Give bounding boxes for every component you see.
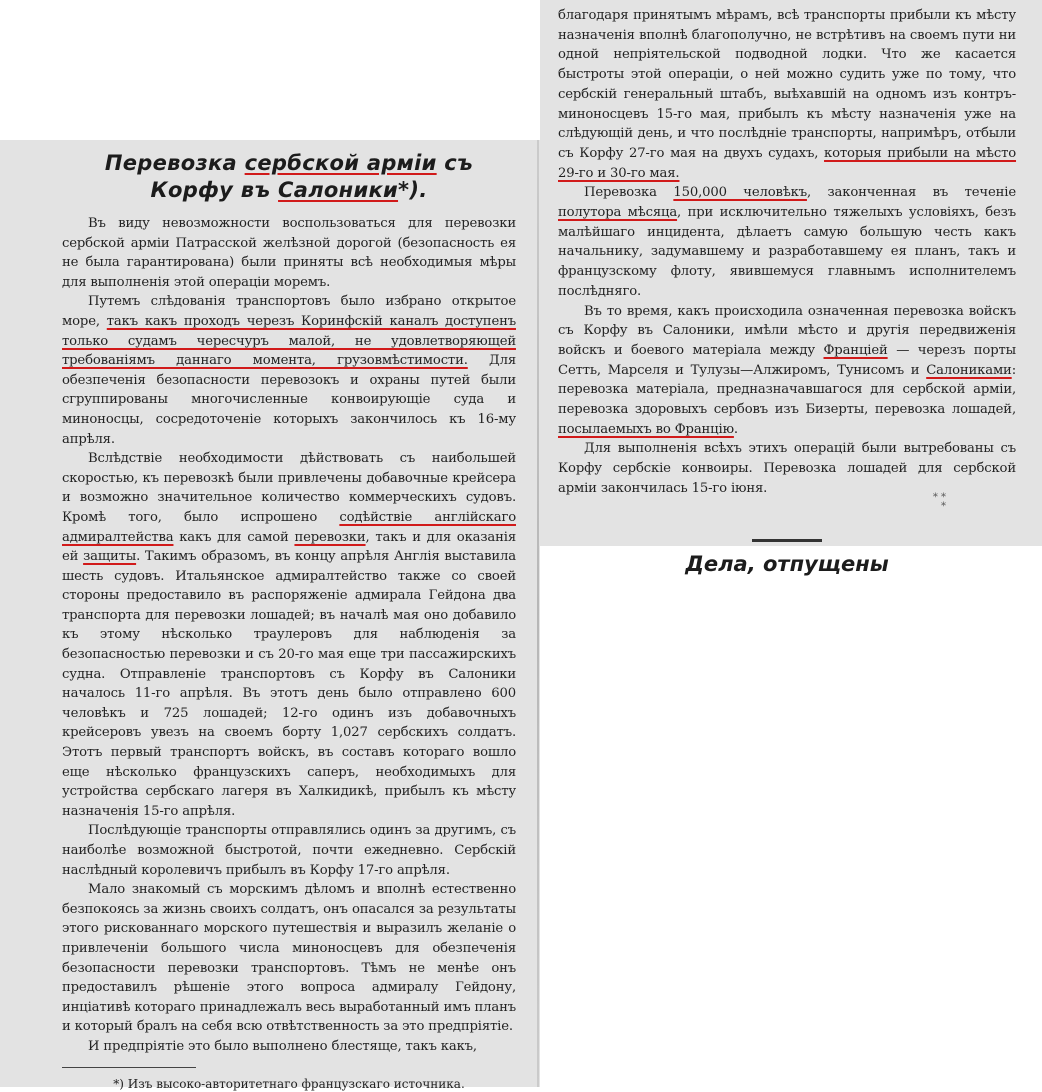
title-text-end: *). [398, 178, 428, 202]
underlined-150000-men: 150,000 человѣкъ [673, 185, 807, 201]
underlined-salonika: Салониками [926, 362, 1012, 378]
text-run: — черезъ порты Сетть, Марселя и Тулузы—Алжиромъ, Тунисомъ и [558, 342, 1017, 378]
left-paragraph-2 [62, 292, 516, 449]
article-title [62, 150, 516, 204]
underlined-transport: перевозки [294, 529, 366, 545]
section-separator [752, 539, 822, 542]
left-paragraph-3 [62, 449, 516, 821]
next-article-title-cut: Дела, отпущены [685, 551, 889, 576]
footnote-divider [62, 1067, 196, 1068]
text-run: Путемъ слѣдованія транспортовъ было избрано открытое море, [62, 294, 516, 329]
stars-ornament: * * * [932, 491, 946, 512]
text-run: . [733, 421, 738, 437]
column-divider [537, 140, 539, 1087]
left-paragraph-1: Въ виду невозможности воспользоваться для перевозки сербской арміи Патрасской желѣзной дорогой (безопасность ея не была гарантирована) были приняты всѣ необходимыя мѣры для выполненія этой операціи моремъ. [62, 216, 516, 290]
right-paragraph-1 [558, 6, 1016, 183]
underlined-france: Франціей [823, 342, 888, 358]
text-run: Вслѣдствіе необходимости дѣйствовать съ наибольшей скоростью, къ перевозкѣ были привлечены добавочные крейсера и возможно значительное количество коммерческихъ судовъ. Кромѣ того, было испрошено [62, 451, 516, 525]
title-text-mid: съ Корфу въ [150, 151, 474, 202]
text-run: какъ для самой [173, 529, 295, 545]
underlined-sent-to-france: посылаемыхъ во Францію [558, 421, 734, 437]
right-paragraph-4: Для выполненія всѣхъ этихъ операцій были вытребованы съ Корфу сербскіе конвоиры. Перевозка лошадей для сербской арміи закончилась 15-го іюня. [558, 441, 1016, 496]
underlined-month-and-half: полутора мѣсяца [558, 205, 678, 221]
title-text: Перевозка [104, 151, 245, 175]
text-run: , такъ и для оказанія ей [62, 529, 516, 565]
right-paragraph-3 [558, 302, 1016, 440]
text-run: : перевозка матеріала, предназначавшагося для сербской арміи, перевозка здоровыхъ сербовъ изъ Бизерты, перевозка лошадей, [558, 362, 1016, 418]
title-underlined-salonika: Салоники [278, 178, 399, 202]
left-paragraph-6: И предпріятіе это было выполнено блестяще, такъ какъ, [88, 1038, 477, 1054]
right-column-scan [540, 0, 1042, 576]
left-paragraph-4: Послѣдующіе транспорты отправлялись одинъ за другимъ, съ наиболѣе возможной быстротой, почти ежедневно. Сербскій наслѣдный королевичъ прибылъ въ Корфу 17-го апрѣля. [62, 823, 516, 878]
left-column-scan [0, 140, 540, 1091]
text-run: благодаря принятымъ мѣрамъ, всѣ транспорты прибыли къ мѣсту назначенія вполнѣ благополучно, не встрѣтивъ на своемъ пути ни одной непріятельской подводной лодки. Что же касается быстроты этой операціи, о ней можно судить уже по тому, что сербскій генеральный штабъ, выѣхавшій на одномъ изъ контръ-миноносцевъ 15-го мая, прибылъ къ мѣсту назначенія уже на слѣдующій день, и что послѣдніе транспорты, напримѣръ, отбыли съ Корфу 27-го мая на двухъ судахъ, [558, 8, 1016, 161]
text-run: Для обезпеченія безопасности перевозокъ и охраны путей были сгруппированы многочисленные конвоирующіе суда и миноносцы, сосредоточеніе которыхъ закончилось къ 16-му апрѣля. [62, 353, 516, 447]
text-run: . Такимъ образомъ, въ концу апрѣля Англія выставила шесть судовъ. Итальянское адмиралтейство также со своей стороны предоставило въ распоряженіе адмирала Гейдона два транспорта для перевозки лошадей; въ началѣ мая оно добавило къ этому нѣсколько траулеровъ для наблюденія за безопасностью перевозки и съ 20-го мая еще три пассажирскихъ судна. Отправленіе транспортовъ съ Корфу въ Салоники началось 11-го апрѣля. Въ этотъ день было отправлено 600 человѣкъ и 725 лошадей; 12-го одинъ изъ добавочныхъ крейсеровъ увезъ на своемъ борту 1,027 сербскихъ солдатъ. Этотъ первый транспортъ войскъ, въ составъ котораго вошло еще нѣсколько французскихъ саперъ, необходимыхъ для устройства сербскаго лагеря въ Халкидикѣ, прибылъ къ мѣсту назначенія 15-го апрѣля. [62, 549, 516, 819]
underlined-admiralty: содѣйствіе англійскаго адмиралтейства [62, 509, 516, 545]
right-paragraph-2 [558, 183, 1016, 301]
underlined-arrival-dates: которыя прибыли на мѣсто 29-го и 30-го мая. [558, 145, 1017, 181]
underlined-corinth-canal: такъ какъ проходъ черезъ Коринфскій каналъ доступенъ только судамъ чересчуръ малой, не удовлетворяющей требованіямъ даннаго момента, грузовмѣстимости. [62, 313, 516, 369]
title-underlined-serbian-army: сербской арміи [244, 151, 437, 175]
text-run: Перевозка [584, 185, 674, 201]
left-paragraph-5: Мало знакомый съ морскимъ дѣломъ и вполнѣ естественно безпокоясь за жизнь своихъ солдатъ, онъ опасался за результаты этого рискованнаго морского путешествія и выразилъ желаніе о привлеченіи большого числа миноносцевъ для обезпеченія безопасности перевозки транспортовъ. Тѣмъ не менѣе онъ предоставилъ рѣшеніе этого вопроса адмиралу Гейдону, инціативѣ котораго принадлежалъ весь выработанный имъ планъ и который бралъ на себя всю отвѣтственность за это предпріятіе. [62, 882, 516, 1035]
footnote: *) Изъ высоко-авторитетнаго французскаго источника. [113, 1076, 465, 1091]
text-run: , при исключительно тяжелыхъ условіяхъ, безъ малѣйшаго инцидента, дѣлаетъ самую большую честь какъ начальнику, задумавшему и разработавшему ея планъ, такъ и французскому флоту, явившемуся главнымъ исполнителемъ послѣдняго. [558, 205, 1016, 299]
text-run: Въ то время, какъ происходила означенная перевозка войскъ съ Корфу въ Салоники, имѣли мѣсто и другія передвиженія войскъ и боевого матеріала между [558, 303, 1016, 358]
underlined-protection: защиты [83, 549, 137, 565]
text-run: , законченная въ теченіе [806, 185, 1016, 201]
